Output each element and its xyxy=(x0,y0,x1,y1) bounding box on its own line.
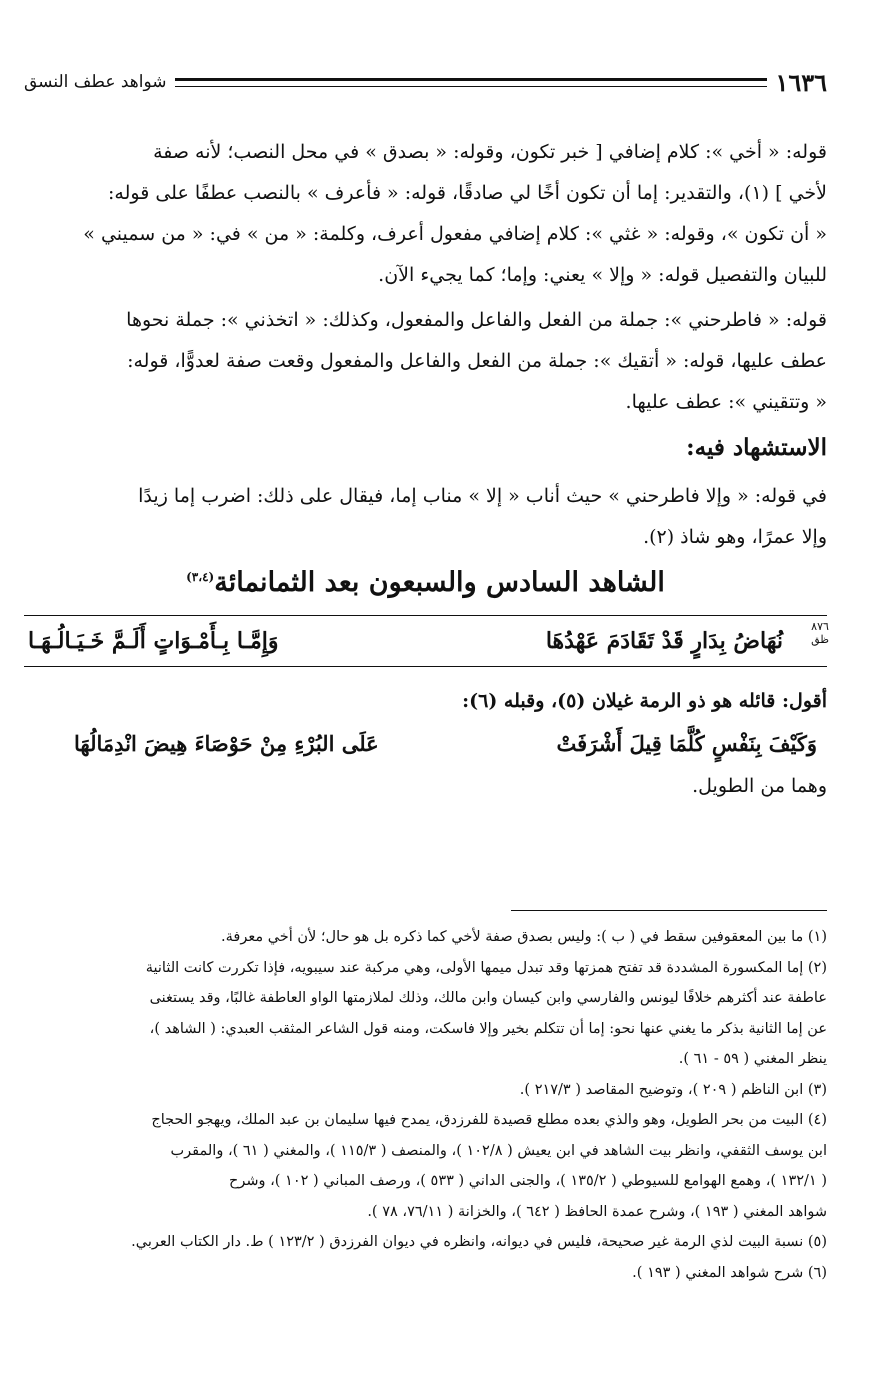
meter-note: وهما من الطويل. xyxy=(692,775,827,797)
page-header xyxy=(24,62,827,102)
running-title: شواهد عطف النسق xyxy=(24,72,167,92)
footnote-rule xyxy=(511,910,827,911)
footnotes xyxy=(24,922,827,1288)
text-line: وإلا عمرًا، وهو شاذ (٢). xyxy=(643,526,827,548)
verse-number-label: ظق xyxy=(811,633,829,646)
footnote-line: شواهد المغني ( ١٩٣ )، وشرح عمدة الحافظ ( ٦٤٢ )، والخزانة ( ٧٦/١١، ٧٨ ). xyxy=(367,1203,827,1220)
poem-hemistich-2: عَلَى البُرْءِ مِنْ حَوْصَاءَ هِيضَ انْدِمَالُهَا xyxy=(74,731,379,756)
poem-line xyxy=(24,722,827,766)
header-rule xyxy=(175,78,768,87)
text-line: في قوله: « وإلا فاطرحني » حيث أناب « إلا » مناب إما، فيقال على ذلك: اضرب إما زيدًا xyxy=(138,485,827,507)
footnote-line: (٥) نسبة البيت لذي الرمة غير صحيحة، فليس في ديوانه، وانظره في ديوان الفرزدق ( ١٢٣/٢ ) ط. دار الكتاب العربي. xyxy=(131,1234,827,1250)
text-line: « وتتقيني »: عطف عليها. xyxy=(625,391,827,413)
paragraph-1 xyxy=(24,132,827,296)
section-heading: الاستشهاد فيه: xyxy=(686,434,827,461)
footnote-line: (٤) البيت من بحر الطويل، وهو والذي بعده مطلع قصيدة للفرزدق، يمدح فيها سليمان بن عبد الملك، ويهجو الحجاج xyxy=(151,1112,827,1128)
footnote-line: ابن يوسف الثقفي، وانظر بيت الشاهد في ابن يعيش ( ١٠٢/٨ )، والمنصف ( ١١٥/٣ )، والمغني ( ٦١ )، والمقرب xyxy=(170,1142,827,1159)
poem-hemistich-1: وَكَيْفَ بِنَفْسٍ كُلَّمَا قِيلَ أَشْرَفَتْ xyxy=(556,731,817,756)
footnote-line: (٣) ابن الناظم ( ٢٠٩ )، وتوضيح المقاصد ( ٢١٧/٣ ). xyxy=(519,1081,827,1098)
text-line: عطف عليها، قوله: « أتقيك »: جملة من الفعل والفاعل والمفعول وقعت صفة لعدوًّا، قوله: xyxy=(127,350,827,372)
shahid-title-text: الشاهد السادس والسبعون بعد الثمانمائة xyxy=(214,567,665,598)
verse-number xyxy=(811,620,829,646)
verse-bar xyxy=(24,615,827,667)
istishhad-paragraph xyxy=(24,476,827,558)
commentary-intro-text: أقول: قائله هو ذو الرمة غيلان (٥)، وقبله (٦): xyxy=(462,690,827,712)
shahid-title xyxy=(24,562,827,603)
main-text xyxy=(24,132,827,807)
footnote-line: (٦) شرح شواهد المغني ( ١٩٣ ). xyxy=(632,1264,827,1281)
footnote-line: ينظر المغني ( ٥٩ - ٦١ ). xyxy=(678,1051,827,1067)
text-line: قوله: « أخي »: كلام إضافي [ خبر تكون، وقوله: « بصدق » في محل النصب؛ لأنه صفة xyxy=(153,141,827,163)
text-line: لأخي ] (١)، والتقدير: إما أن تكون أخًا لي صادقًا، قوله: « فأعرف » بالنصب عطفًا على قوله: xyxy=(108,182,827,204)
shahid-title-note: (٣،٤) xyxy=(186,570,215,584)
text-line: للبيان والتفصيل قوله: « وإلا » يعني: وإما؛ كما يجيء الآن. xyxy=(378,264,827,286)
footnote-line: عن إما الثانية بذكر ما يغني عنها نحو: إما أن تتكلم بخير وإلا فاسكت، ومنه قول الشاعر المثقب العبدي: ( الشاهد )، xyxy=(149,1020,827,1037)
commentary-intro xyxy=(24,681,827,722)
text-line: قوله: « فاطرحني »: جملة من الفعل والفاعل والمفعول، وكذلك: « اتخذني »: جملة نحوها xyxy=(126,309,827,331)
footnote-line: ( ١٣٢/١ )، وهمع الهوامع للسيوطي ( ١٣٥/٢ )، والجنى الداني ( ٥٣٣ )، ورصف المباني ( ١٠٢ )، وشرح xyxy=(228,1173,827,1189)
verse-hemistich-2: وَإِمَّـا بِـأَمْـوَاتٍ أَلَـمَّ خَـيَـالُـهَـا xyxy=(28,627,279,654)
text-line: « أن تكون »، وقوله: « غثي »: كلام إضافي مفعول أعرف، وكلمة: « من » في: « من سميني » xyxy=(83,223,827,245)
footnote-line: (٢) إما المكسورة المشددة قد تفتح همزتها وقد تبدل ميمها الأولى، وهي مركبة عند سيبويه، فإذا تكررت كانت الثانية xyxy=(145,959,827,976)
paragraph-2 xyxy=(24,300,827,423)
verse-number-value: ٨٧٦ xyxy=(811,620,829,633)
footnote-line: (١) ما بين المعقوفين سقط في ( ب ): وليس بصدق صفة لأخي كما ذكره بل هو حال؛ لأن أخي معرفة. xyxy=(221,929,827,945)
page-number: ١٦٣٦ xyxy=(775,67,827,97)
verse-hemistich-1: نُهَاضُ بِدَارٍ قَدْ تَقَادَمَ عَهْدُهَا xyxy=(545,627,783,654)
footnote-line: عاطفة عند أكثرهم خلافًا ليونس والفارسي وابن كيسان وابن مالك، وذلك لملازمتها الواو العاطفة غالبًا، وقد يستغنى xyxy=(149,990,827,1006)
book-page xyxy=(24,0,827,1382)
